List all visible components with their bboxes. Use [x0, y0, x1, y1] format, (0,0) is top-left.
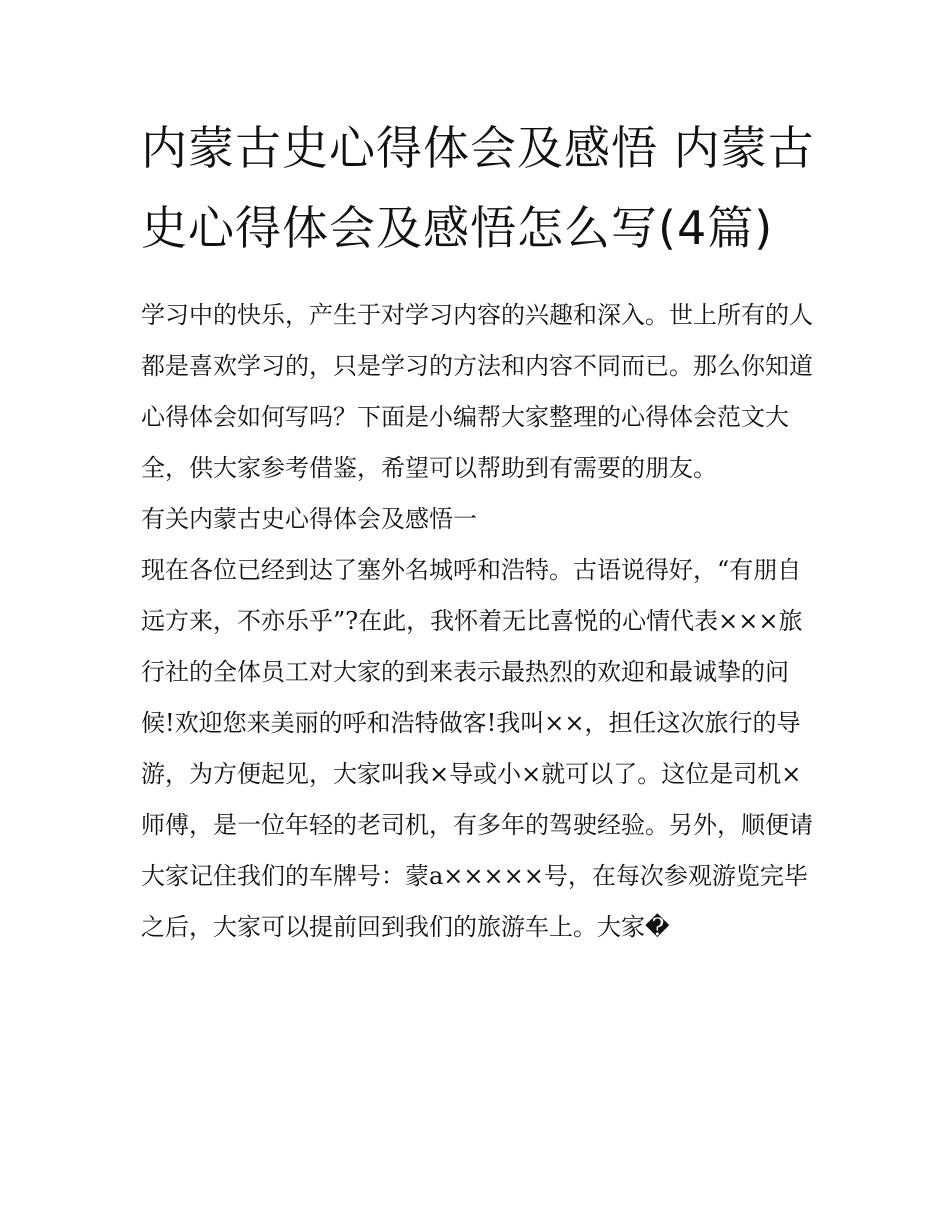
document-page [141, 108, 816, 953]
document-title: 内蒙古史心得体会及感悟 内蒙古史心得体会及感悟怎么写(4篇) [141, 121, 815, 255]
section-paragraph: 现在各位已经到达了塞外名城呼和浩特。古语说得好，“有朋自远方来，不亦乐乎”?在此，我怀着无比喜悦的心情代表×××旅行社的全体员工对大家的到来表示最热烈的欢迎和最诚挚的问候!欢迎您来美丽的呼和浩特做客!我叫××，担任这次旅行的导游，为方便起见，大家叫我×导或小×就可以了。这位是司机×师傅，是一位年轻的老司机，有多年的驾驶经验。另外，顺便请大家记住我们的车牌号：蒙a×××××号，在每次参观游览完毕之后，大家可以提前回到我们的旅游车上。大家� [141, 556, 813, 941]
document-body [141, 290, 816, 953]
section-heading: 有关内蒙古史心得体会及感悟一 [141, 505, 477, 533]
intro-paragraph: 学习中的快乐，产生于对学习内容的兴趣和深入。世上所有的人都是喜欢学习的，只是学习的方法和内容不同而已。那么你知道心得体会如何写吗？下面是小编帮大家整理的心得体会范文大全，供大家参考借鉴，希望可以帮助到有需要的朋友。 [141, 301, 813, 482]
